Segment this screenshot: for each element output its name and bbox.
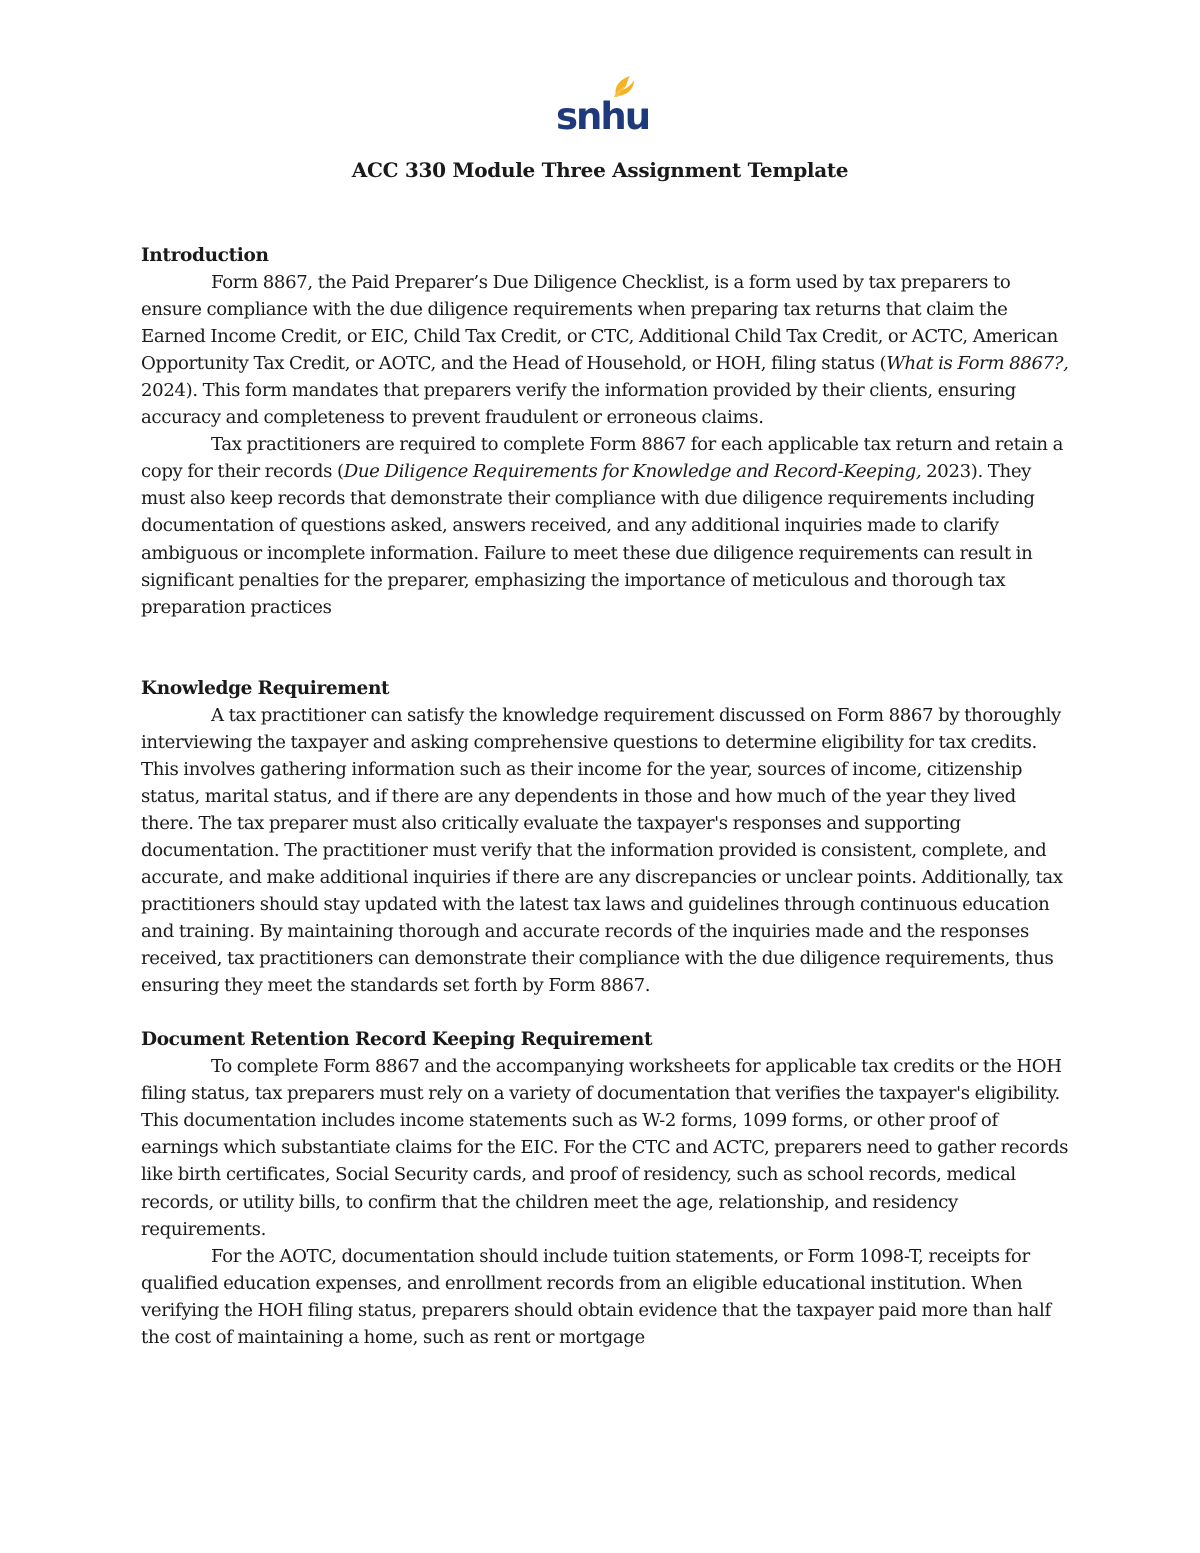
snhu-logo: [556, 74, 650, 138]
intro-paragraph-2: [141, 431, 1071, 620]
heading-knowledge-requirement: Knowledge Requirement: [141, 677, 390, 699]
intro-p1-text-b: 2024). This form mandates that preparers verify the information provided by their clients, ensuring accuracy and completeness to prevent fraudulent or erroneous claims.: [141, 380, 1016, 429]
intro-p2-text-a: Tax practitioners are required to complete Form 8867 for each applicable tax return and retain a copy for their records (: [141, 434, 1064, 483]
heading-introduction: Introduction: [141, 245, 269, 266]
retention-paragraph-1: To complete Form 8867 and the accompanying worksheets for applicable tax credits or the HOH filing status, tax preparers must rely on a variety of documentation that verifies the taxpayer's eligibility. This documentation includes income statements such as W-2 forms, 1099 forms, or other proof of earnings which substantiate claims for the EIC. For the CTC and ACTC, preparers need to gather records like birth certificates, Social Security cards, and proof of residency, such as school records, medical records, or utility bills, to confirm that the children meet the age, relationship, and residency requirements.: [141, 1056, 1069, 1240]
retention-paragraph-2: For the AOTC, documentation should include tuition statements, or Form 1098-T, receipts for qualified education expenses, and enrollment records from an eligible educational institution. When verifying the HOH filing status, preparers should obtain evidence that the taxpayer paid more than half the cost of maintaining a home, such as rent or mortgage: [141, 1245, 1051, 1348]
section-spacer: [141, 621, 1071, 675]
intro-p2-citation: Due Diligence Requirements for Knowledge and Record-Keeping,: [343, 461, 922, 483]
intro-paragraph-1: [141, 269, 1071, 431]
intro-p1-citation: What is Form 8867?,: [886, 353, 1069, 375]
document-title: ACC 330 Module Three Assignment Template: [351, 158, 849, 182]
intro-p2-text-b: 2023). They must also keep records that demonstrate their compliance with due diligence requirements including documentation of questions asked, answers received, and any additional inquiries made to clarify ambiguous or incomplete information. Failure to meet these due diligence requirements can result in significant penalties for the preparer, emphasizing the importance of meticulous and thorough tax preparation practices: [141, 461, 1035, 618]
heading-document-retention: Document Retention Record Keeping Requirement: [141, 1029, 653, 1051]
document-body: [141, 242, 1071, 1351]
snhu-logo-icon: [556, 74, 650, 138]
section-spacer: [141, 999, 1071, 1026]
knowledge-paragraph-1: A tax practitioner can satisfy the knowledge requirement discussed on Form 8867 by thoroughly interviewing the taxpayer and asking comprehensive questions to determine eligibility for tax credits. This involves gathering information such as their income for the year, sources of income, citizenship status, marital status, and if there are any dependents in those and how much of the year they lived there. The tax preparer must also critically evaluate the taxpayer's responses and supporting documentation. The practitioner must verify that the information provided is consistent, complete, and accurate, and make additional inquiries if there are any discrepancies or unclear points. Additionally, tax practitioners should stay updated with the latest tax laws and guidelines through continuous education and training. By maintaining thorough and accurate records of the inquiries made and the responses received, tax practitioners can demonstrate their compliance with the due diligence requirements, thus ensuring they meet the standards set forth by Form 8867.: [141, 704, 1063, 997]
svg-text:snhu: snhu: [556, 95, 650, 138]
intro-p1-text-a: Form 8867, the Paid Preparer’s Due Diligence Checklist, is a form used by tax preparers to ensure compliance with the due diligence requirements when preparing tax returns that claim the Earned Income Credit, or EIC, Child Tax Credit, or CTC, Additional Child Tax Credit, or ACTC, American Opportunity Tax Credit, or AOTC, and the Head of Household, or HOH, filing status (: [141, 272, 1058, 375]
